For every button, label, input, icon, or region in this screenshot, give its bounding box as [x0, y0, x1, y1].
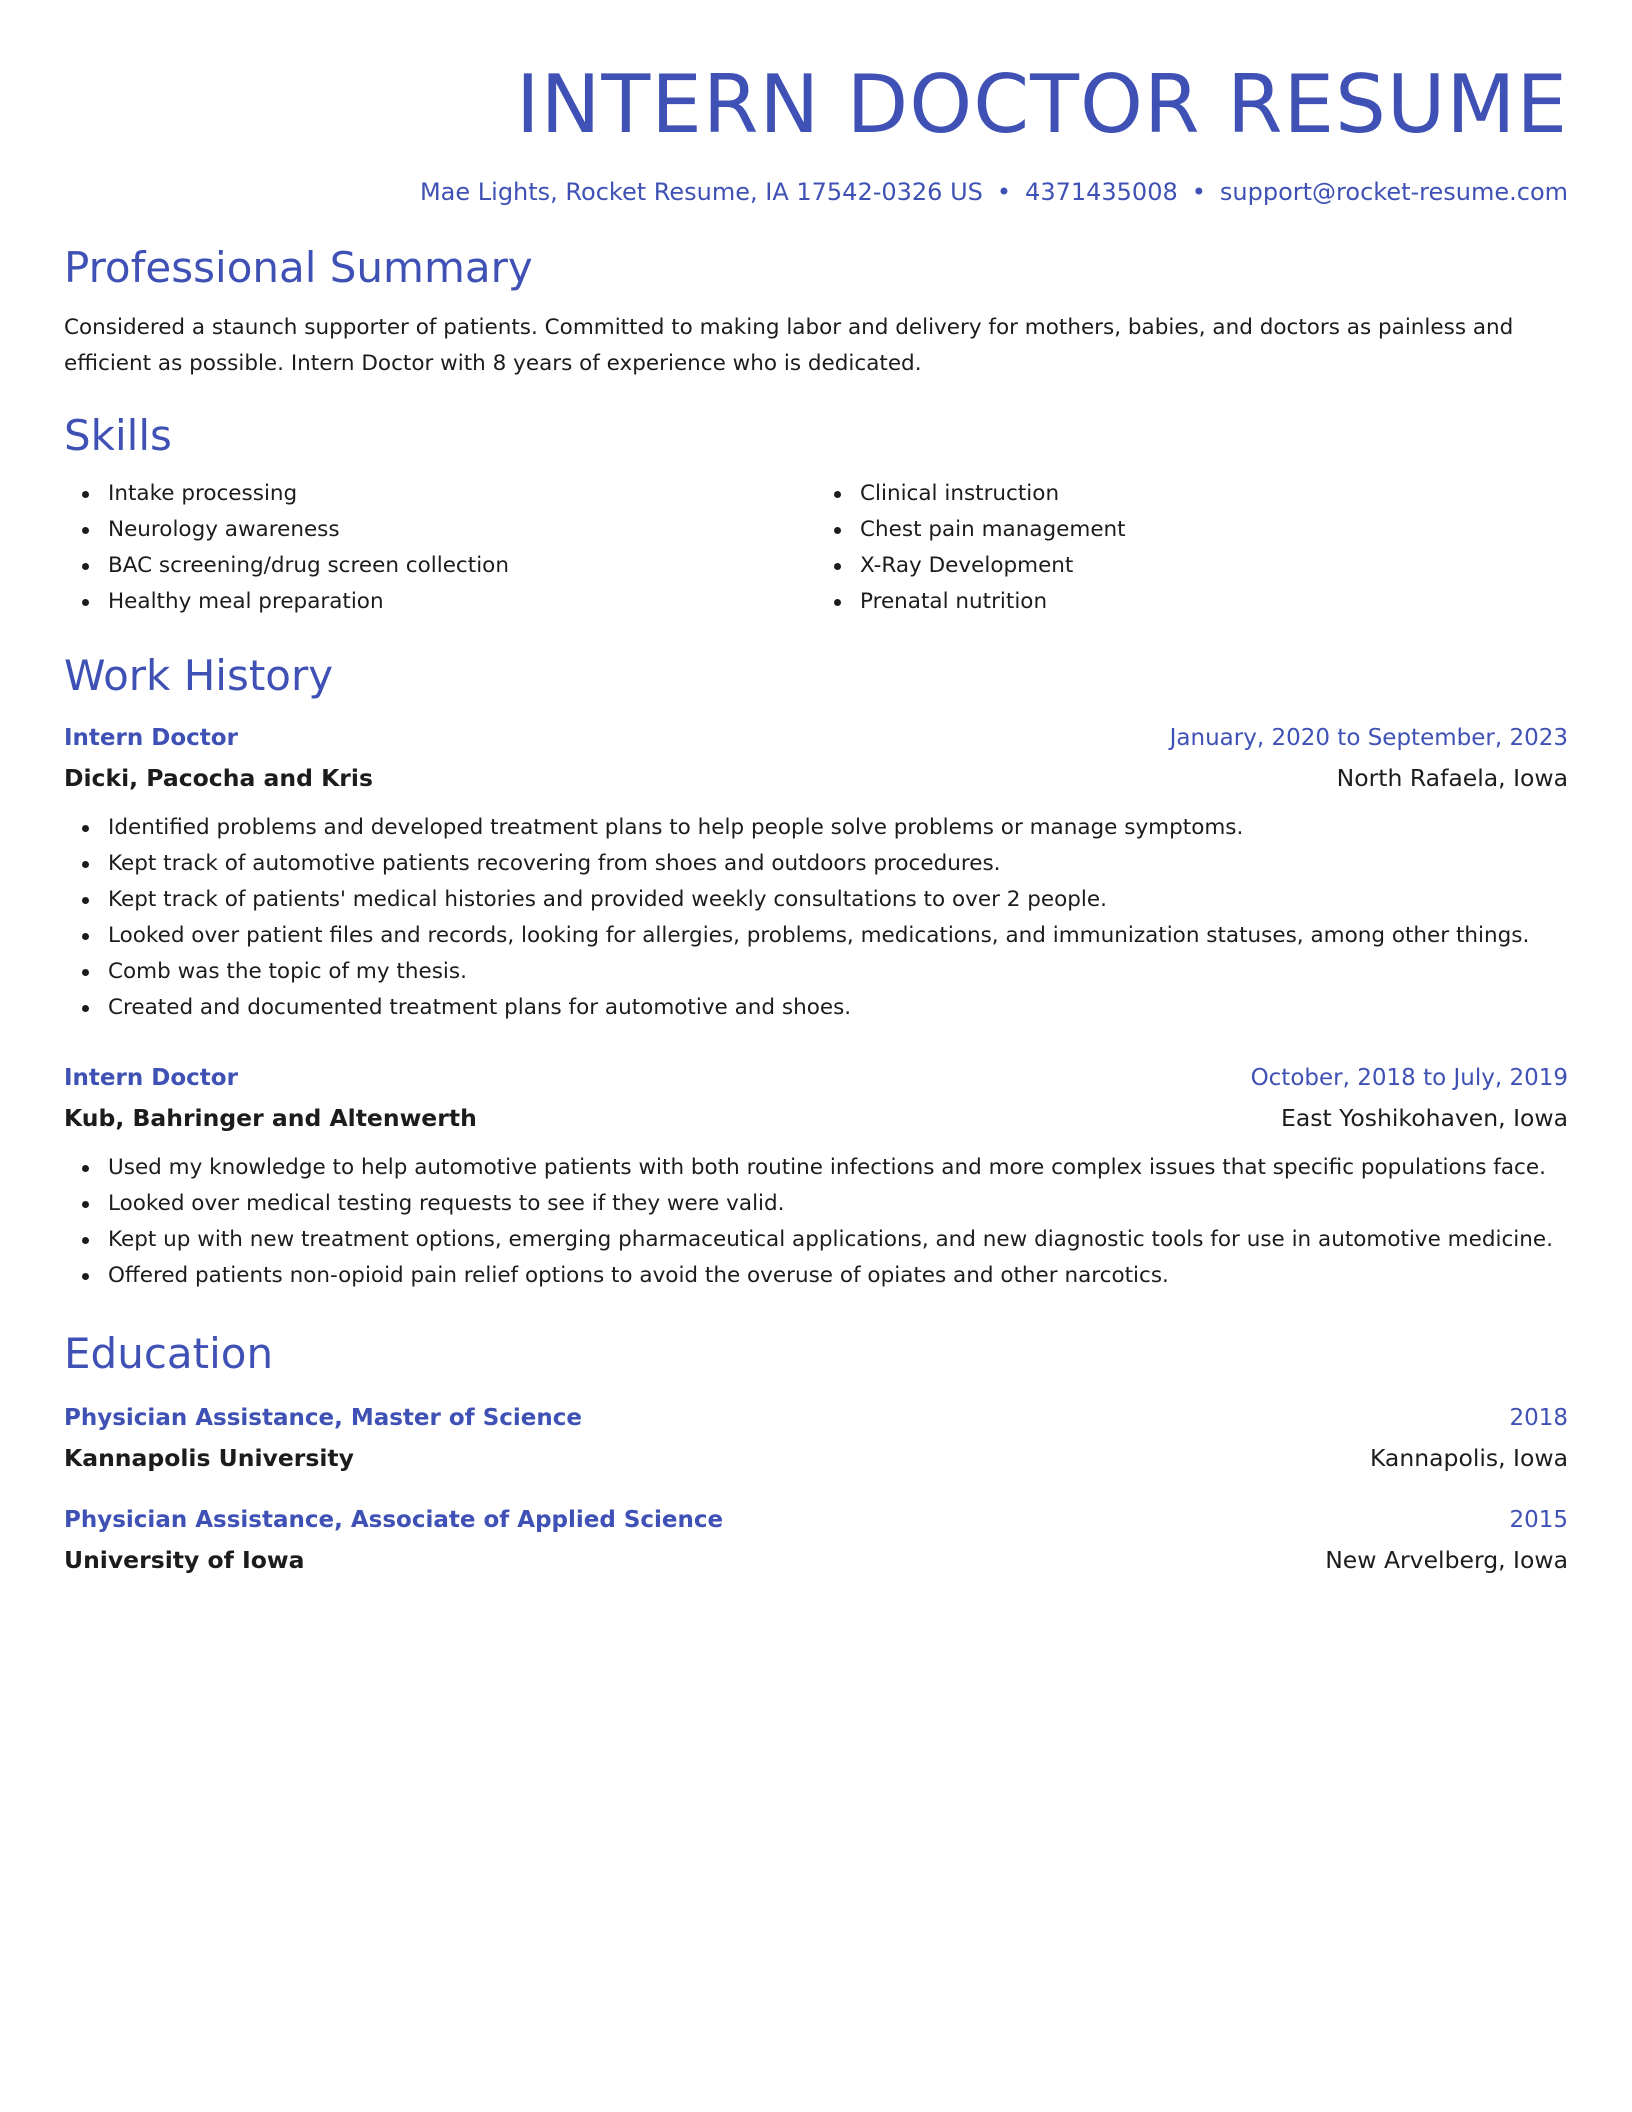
- job-role: Intern Doctor: [64, 725, 238, 751]
- job-location: North Rafaela, Iowa: [1336, 764, 1568, 792]
- contact-separator: •: [996, 178, 1012, 206]
- education-location: New Arvelberg, Iowa: [1325, 1546, 1568, 1574]
- job-bullet: Created and documented treatment plans for automotive and shoes.: [108, 990, 1568, 1026]
- education-school-row: [64, 1544, 1568, 1576]
- skill-item: Prenatal nutrition: [860, 584, 1568, 620]
- job-dates: January, 2020 to September, 2023: [1169, 725, 1568, 751]
- education-school-row: [64, 1442, 1568, 1474]
- job-bullet: Offered patients non-opioid pain relief options to avoid the overuse of opiates and other narcotics.: [108, 1258, 1568, 1294]
- education-degree-row: [64, 1402, 1568, 1434]
- summary-heading: Professional Summary: [64, 243, 533, 292]
- skill-item: X-Ray Development: [860, 548, 1568, 584]
- education-year: 2018: [1509, 1405, 1568, 1431]
- skill-item: Intake processing: [108, 476, 816, 512]
- education-degree: Physician Assistance, Master of Science: [64, 1405, 582, 1431]
- skill-item: Clinical instruction: [860, 476, 1568, 512]
- contact-phone: 4371435008: [1025, 178, 1178, 206]
- job-bullet: Kept track of patients' medical histories and provided weekly consultations to over 2 people.: [108, 882, 1568, 918]
- education-school: Kannapolis University: [64, 1444, 354, 1472]
- resume-header: [64, 50, 1568, 208]
- education-heading: Education: [64, 1329, 274, 1378]
- skills-heading: Skills: [64, 411, 172, 460]
- education-year: 2015: [1509, 1507, 1568, 1533]
- job-bullet: Looked over patient files and records, looking for allergies, problems, medications, and immunization statuses, among other things.: [108, 918, 1568, 954]
- job-bullet: Comb was the topic of my thesis.: [108, 954, 1568, 990]
- education-degree-row: [64, 1504, 1568, 1536]
- contact-email: support@rocket-resume.com: [1219, 178, 1568, 206]
- contact-line: [64, 176, 1568, 208]
- education-location: Kannapolis, Iowa: [1369, 1444, 1568, 1472]
- job-bullet: Kept track of automotive patients recovering from shoes and outdoors procedures.: [108, 846, 1568, 882]
- job-role: Intern Doctor: [64, 1065, 238, 1091]
- resume-title: INTERN DOCTOR RESUME: [515, 58, 1568, 151]
- job-bullet: Looked over medical testing requests to see if they were valid.: [108, 1186, 1568, 1222]
- education-entry: [64, 1402, 1568, 1474]
- summary-section: [64, 242, 1568, 382]
- job-dates: October, 2018 to July, 2019: [1250, 1065, 1568, 1091]
- job-entry: [64, 1062, 1568, 1294]
- job-company: Dicki, Pacocha and Kris: [64, 764, 373, 792]
- job-role-row: [64, 722, 1568, 754]
- skills-grid: [64, 476, 1568, 620]
- job-company: Kub, Bahringer and Altenwerth: [64, 1104, 477, 1132]
- work-history-section: [64, 650, 1568, 1294]
- contact-address: Mae Lights, Rocket Resume, IA 17542-0326 US: [419, 178, 983, 206]
- job-entry: [64, 722, 1568, 1026]
- skills-column-right: [816, 476, 1568, 620]
- contact-separator: •: [1191, 178, 1206, 206]
- job-company-row: [64, 1102, 1568, 1134]
- skill-item: Healthy meal preparation: [108, 584, 816, 620]
- job-bullets: [64, 1150, 1568, 1294]
- skill-item: BAC screening/drug screen collection: [108, 548, 816, 584]
- skill-item: Chest pain management: [860, 512, 1568, 548]
- skill-item: Neurology awareness: [108, 512, 816, 548]
- job-bullets: [64, 810, 1568, 1026]
- education-entry: [64, 1504, 1568, 1576]
- job-location: East Yoshikohaven, Iowa: [1280, 1104, 1568, 1132]
- work-history-heading: Work History: [64, 651, 334, 700]
- education-school: University of Iowa: [64, 1546, 305, 1574]
- job-bullet: Identified problems and developed treatment plans to help people solve problems or manage symptoms.: [108, 810, 1568, 846]
- job-bullet: Used my knowledge to help automotive patients with both routine infections and more complex issues that specific populations face.: [108, 1150, 1568, 1186]
- job-role-row: [64, 1062, 1568, 1094]
- summary-text: Considered a staunch supporter of patients. Committed to making labor and delivery for mothers, babies, and doctors as painless and efficient as possible. Intern Doctor with 8 years of experience who is dedicated.: [64, 315, 1514, 376]
- education-section: [64, 1328, 1568, 1576]
- job-company-row: [64, 762, 1568, 794]
- skills-column-left: [64, 476, 816, 620]
- skills-section: [64, 410, 1568, 620]
- job-bullet: Kept up with new treatment options, emerging pharmaceutical applications, and new diagnostic tools for use in automotive medicine.: [108, 1222, 1568, 1258]
- education-degree: Physician Assistance, Associate of Applied Science: [64, 1507, 724, 1533]
